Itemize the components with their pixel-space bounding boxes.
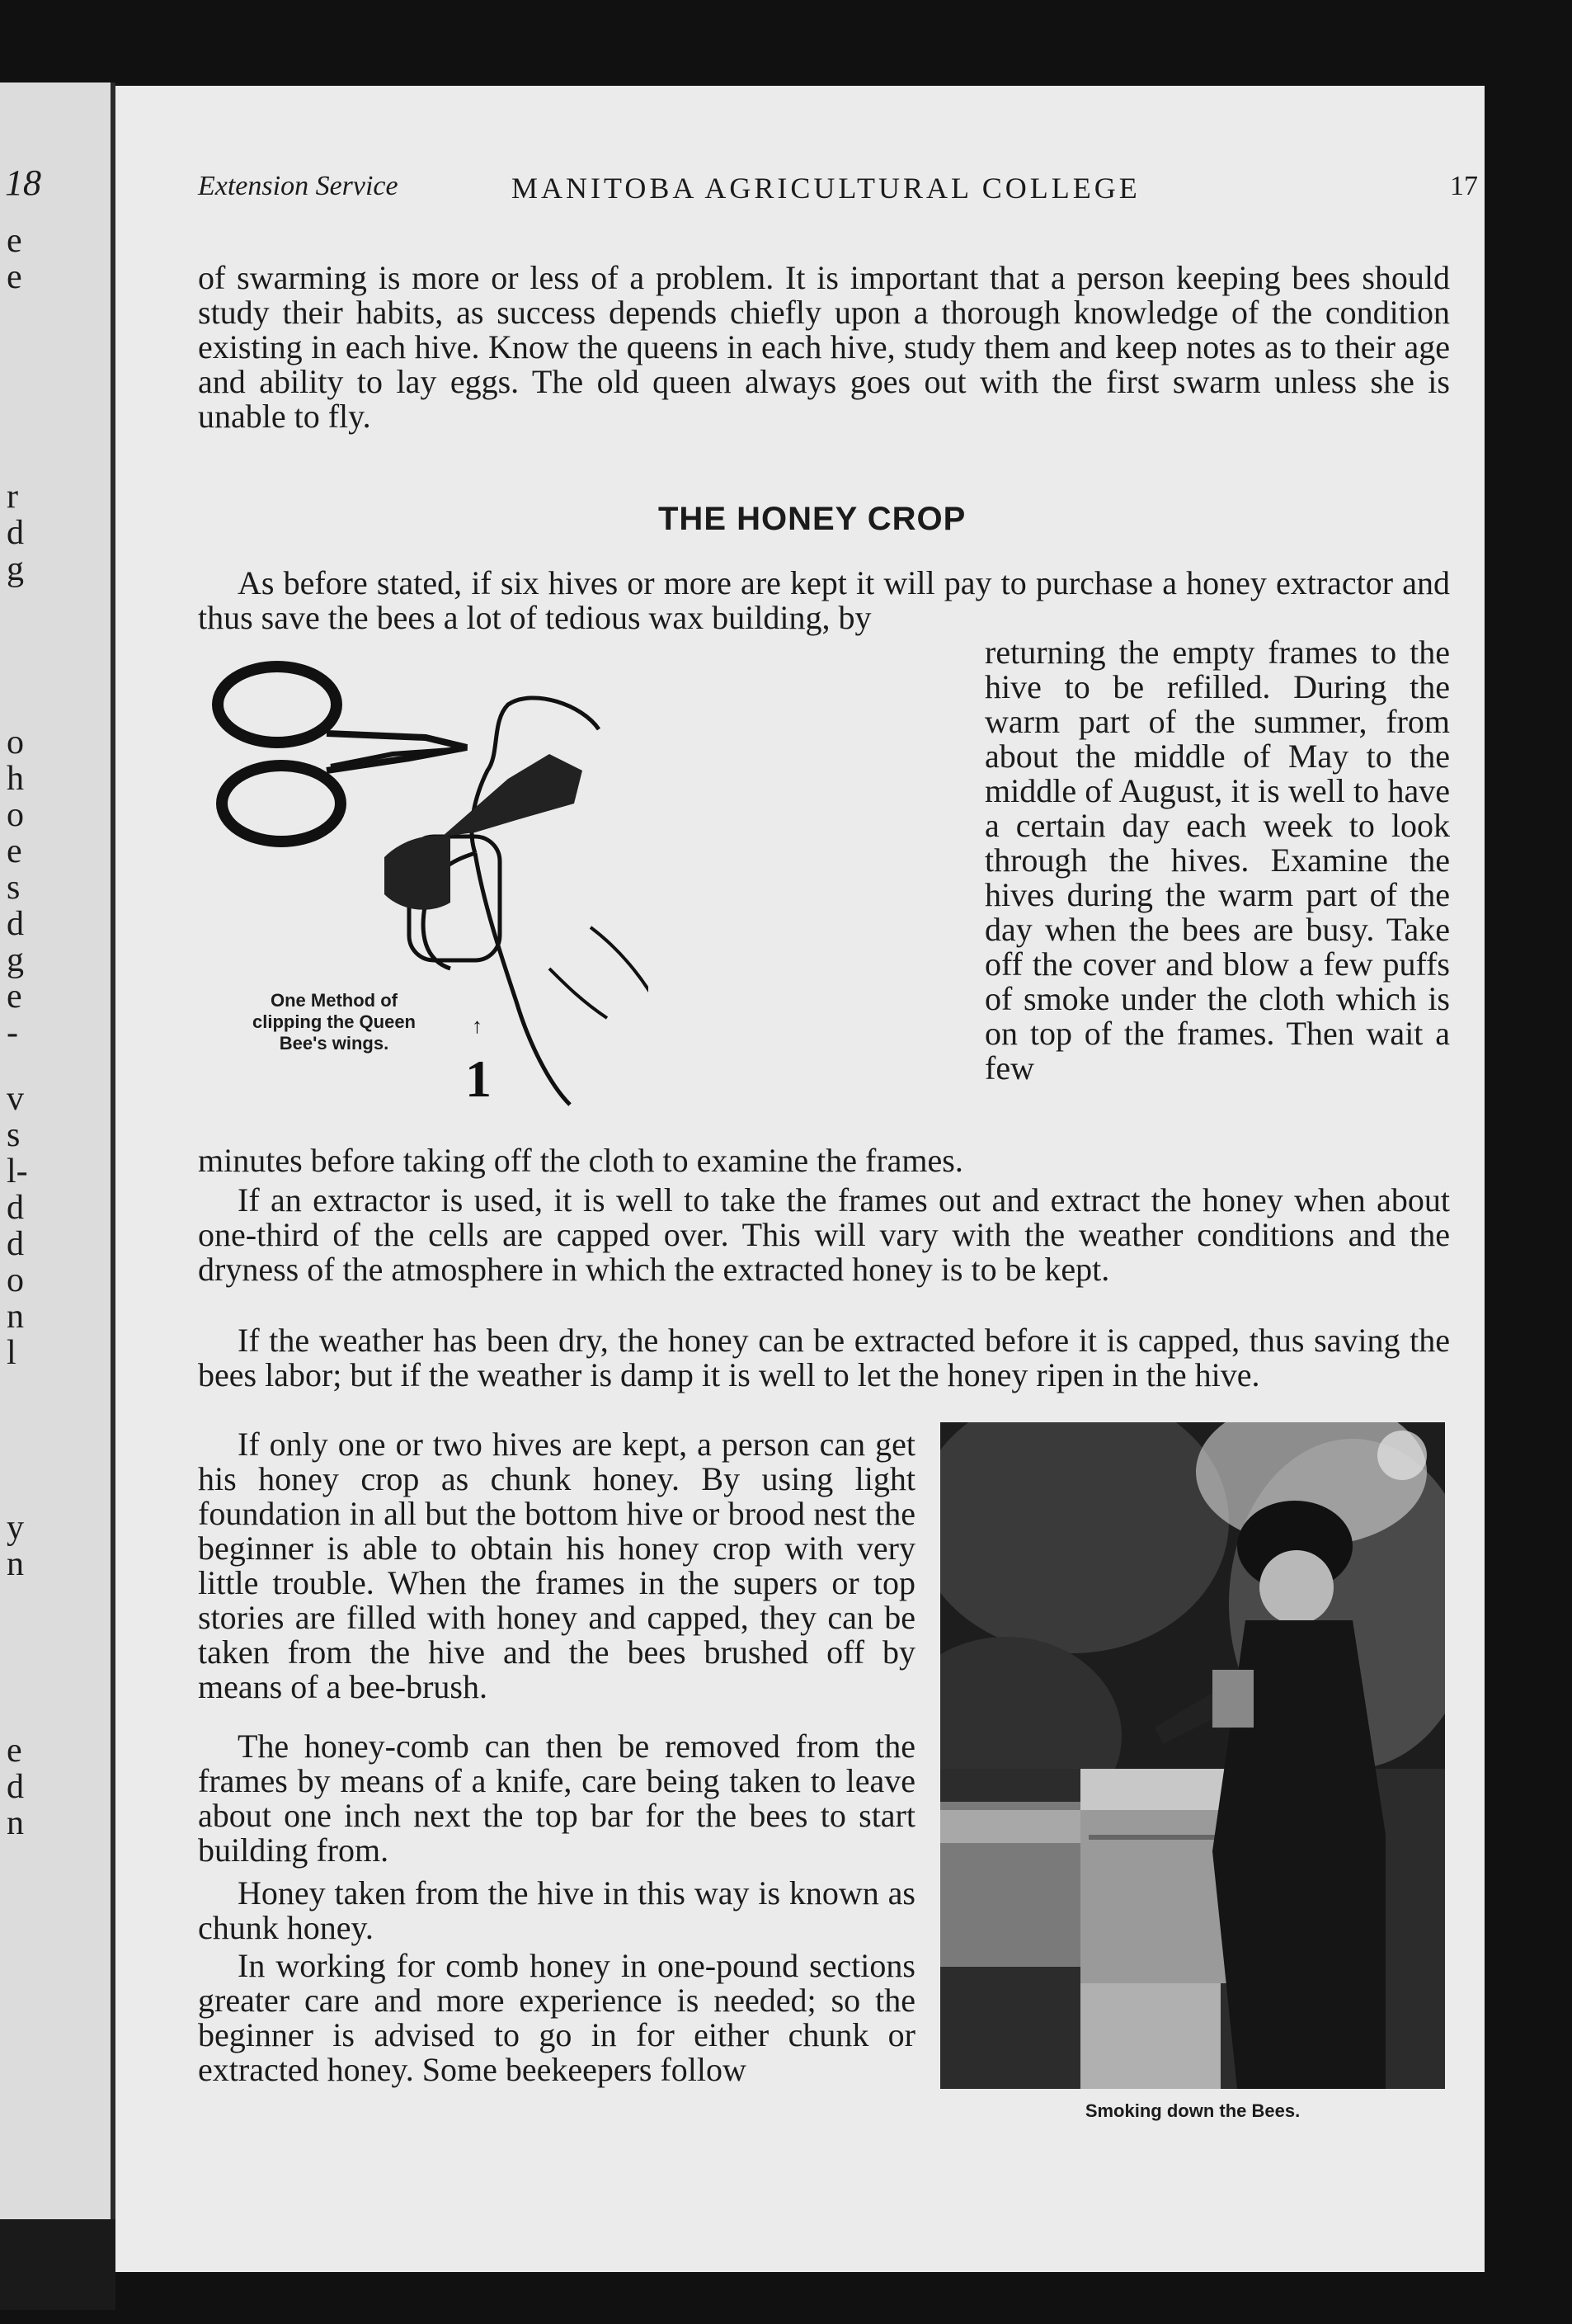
facing-fragment: y — [7, 1509, 24, 1547]
paragraph-1-end: minutes before taking off the cloth to examine the frames. — [198, 1142, 963, 1179]
facing-fragment: n — [7, 1298, 24, 1336]
facing-fragment: e — [7, 258, 22, 296]
facing-fragment: d — [7, 1225, 24, 1263]
facing-fragment: e — [7, 832, 22, 870]
facing-fragment: e — [7, 1732, 22, 1770]
running-header — [115, 86, 1485, 205]
facing-fragment: e — [7, 222, 22, 260]
figure-label-1: 1 — [465, 1049, 492, 1108]
figure-2-caption: Smoking down the Bees. — [1085, 2100, 1301, 2121]
page-number: 17 — [1450, 171, 1478, 201]
paragraph-3: If the weather has been dry, the honey can be extracted before it is capped, thus saving the bees labor; but if the weather is damp it is well to let the honey ripen in the hive. — [198, 1322, 1450, 1393]
paragraph-5: The honey-comb can then be removed from the frames by means of a knife, care being taken to leave about one inch next the top bar for the bees to start building from. — [198, 1728, 915, 1869]
facing-fragment: d — [7, 1189, 24, 1227]
facing-fragment: s — [7, 1116, 21, 1154]
facing-fragment: n — [7, 1545, 24, 1583]
facing-fragment: l — [7, 1334, 16, 1372]
paragraph-1-side: returning the empty frames to the hive to be refilled. During the warm part of the summer, from about the middle of May to the middle of August, it is well to have a certain day each week to look through the hives. Examine the hives during the warm part of the day when the bees are busy. Take off the cover and blow a few puffs of smoke under the cloth which is on top of the frames. Then wait a few — [985, 634, 1450, 1087]
section-title: THE HONEY CROP — [658, 501, 967, 537]
shadow-edge — [0, 2219, 115, 2310]
facing-fragment: e — [7, 978, 22, 1016]
facing-fragment: d — [7, 514, 24, 552]
facing-fragment: g — [7, 550, 24, 588]
figure-1-caption: One Method of clipping the Queen Bee's wings. — [252, 990, 416, 1054]
paragraph-4: If only one or two hives are kept, a person can get his honey crop as chunk honey. By using light foundation in all but the bottom hive or brood nest the beginner is able to obtain his honey crop with very little trouble. When the frames in the supers or top stories are filled with honey and capped, they can be taken from the hive and the bees brushed off by means of a bee-brush. — [198, 1426, 915, 1705]
facing-fragment: d — [7, 905, 24, 943]
facing-page-strip — [0, 82, 115, 2310]
paragraph-6: Honey taken from the hive in this way is known as chunk honey. — [198, 1874, 915, 1946]
facing-fragment: n — [7, 1804, 24, 1842]
facing-fragment: g — [7, 941, 24, 979]
header-left: Extension Service — [198, 171, 398, 201]
intro-paragraph: of swarming is more or less of a problem. It is important that a person keeping bees should study their habits, as success depends chiefly upon a thorough knowledge of the condition existing in each hive. Know the queens in each hive, study them and keep notes as to their age and ability to lay eggs. The old queen always goes out with the first swarm unless she is unable to fly. — [198, 259, 1450, 435]
facing-fragment: h — [7, 760, 24, 798]
header-title: MANITOBA AGRICULTURAL COLLEGE — [511, 172, 1141, 205]
facing-fragment: - — [7, 1014, 18, 1052]
facing-fragment: o — [7, 724, 24, 761]
facing-fragment: d — [7, 1768, 24, 1806]
paragraph-2: If an extractor is used, it is well to take the frames out and extract the honey when about one-third of the cells are capped over. This will vary with the weather conditions and the dryness of the atmosphere in which the extracted honey is to be kept. — [198, 1181, 1450, 1288]
facing-fragment: s — [7, 869, 21, 907]
facing-fragment: o — [7, 796, 24, 834]
facing-fragment: o — [7, 1261, 24, 1299]
facing-fragment: v — [7, 1080, 24, 1118]
paragraph-7: In working for comb honey in one-pound sections greater care and more experience is needed; so the beginner is advised to go in for either chunk or extracted honey. Some beekeepers follow — [198, 1947, 915, 2088]
figure-label-arrow: ↑ — [472, 1014, 482, 1038]
paragraph-1-top: As before stated, if six hives or more are kept it will pay to purchase a honey extractor and thus save the bees a lot of tedious wax building, by — [198, 564, 1450, 636]
smoking-bees-photo — [940, 1422, 1445, 2089]
facing-fragment: l- — [7, 1153, 28, 1190]
facing-page-number: 18 — [5, 163, 41, 203]
book-page — [115, 86, 1485, 2272]
facing-fragment: r — [7, 478, 18, 516]
